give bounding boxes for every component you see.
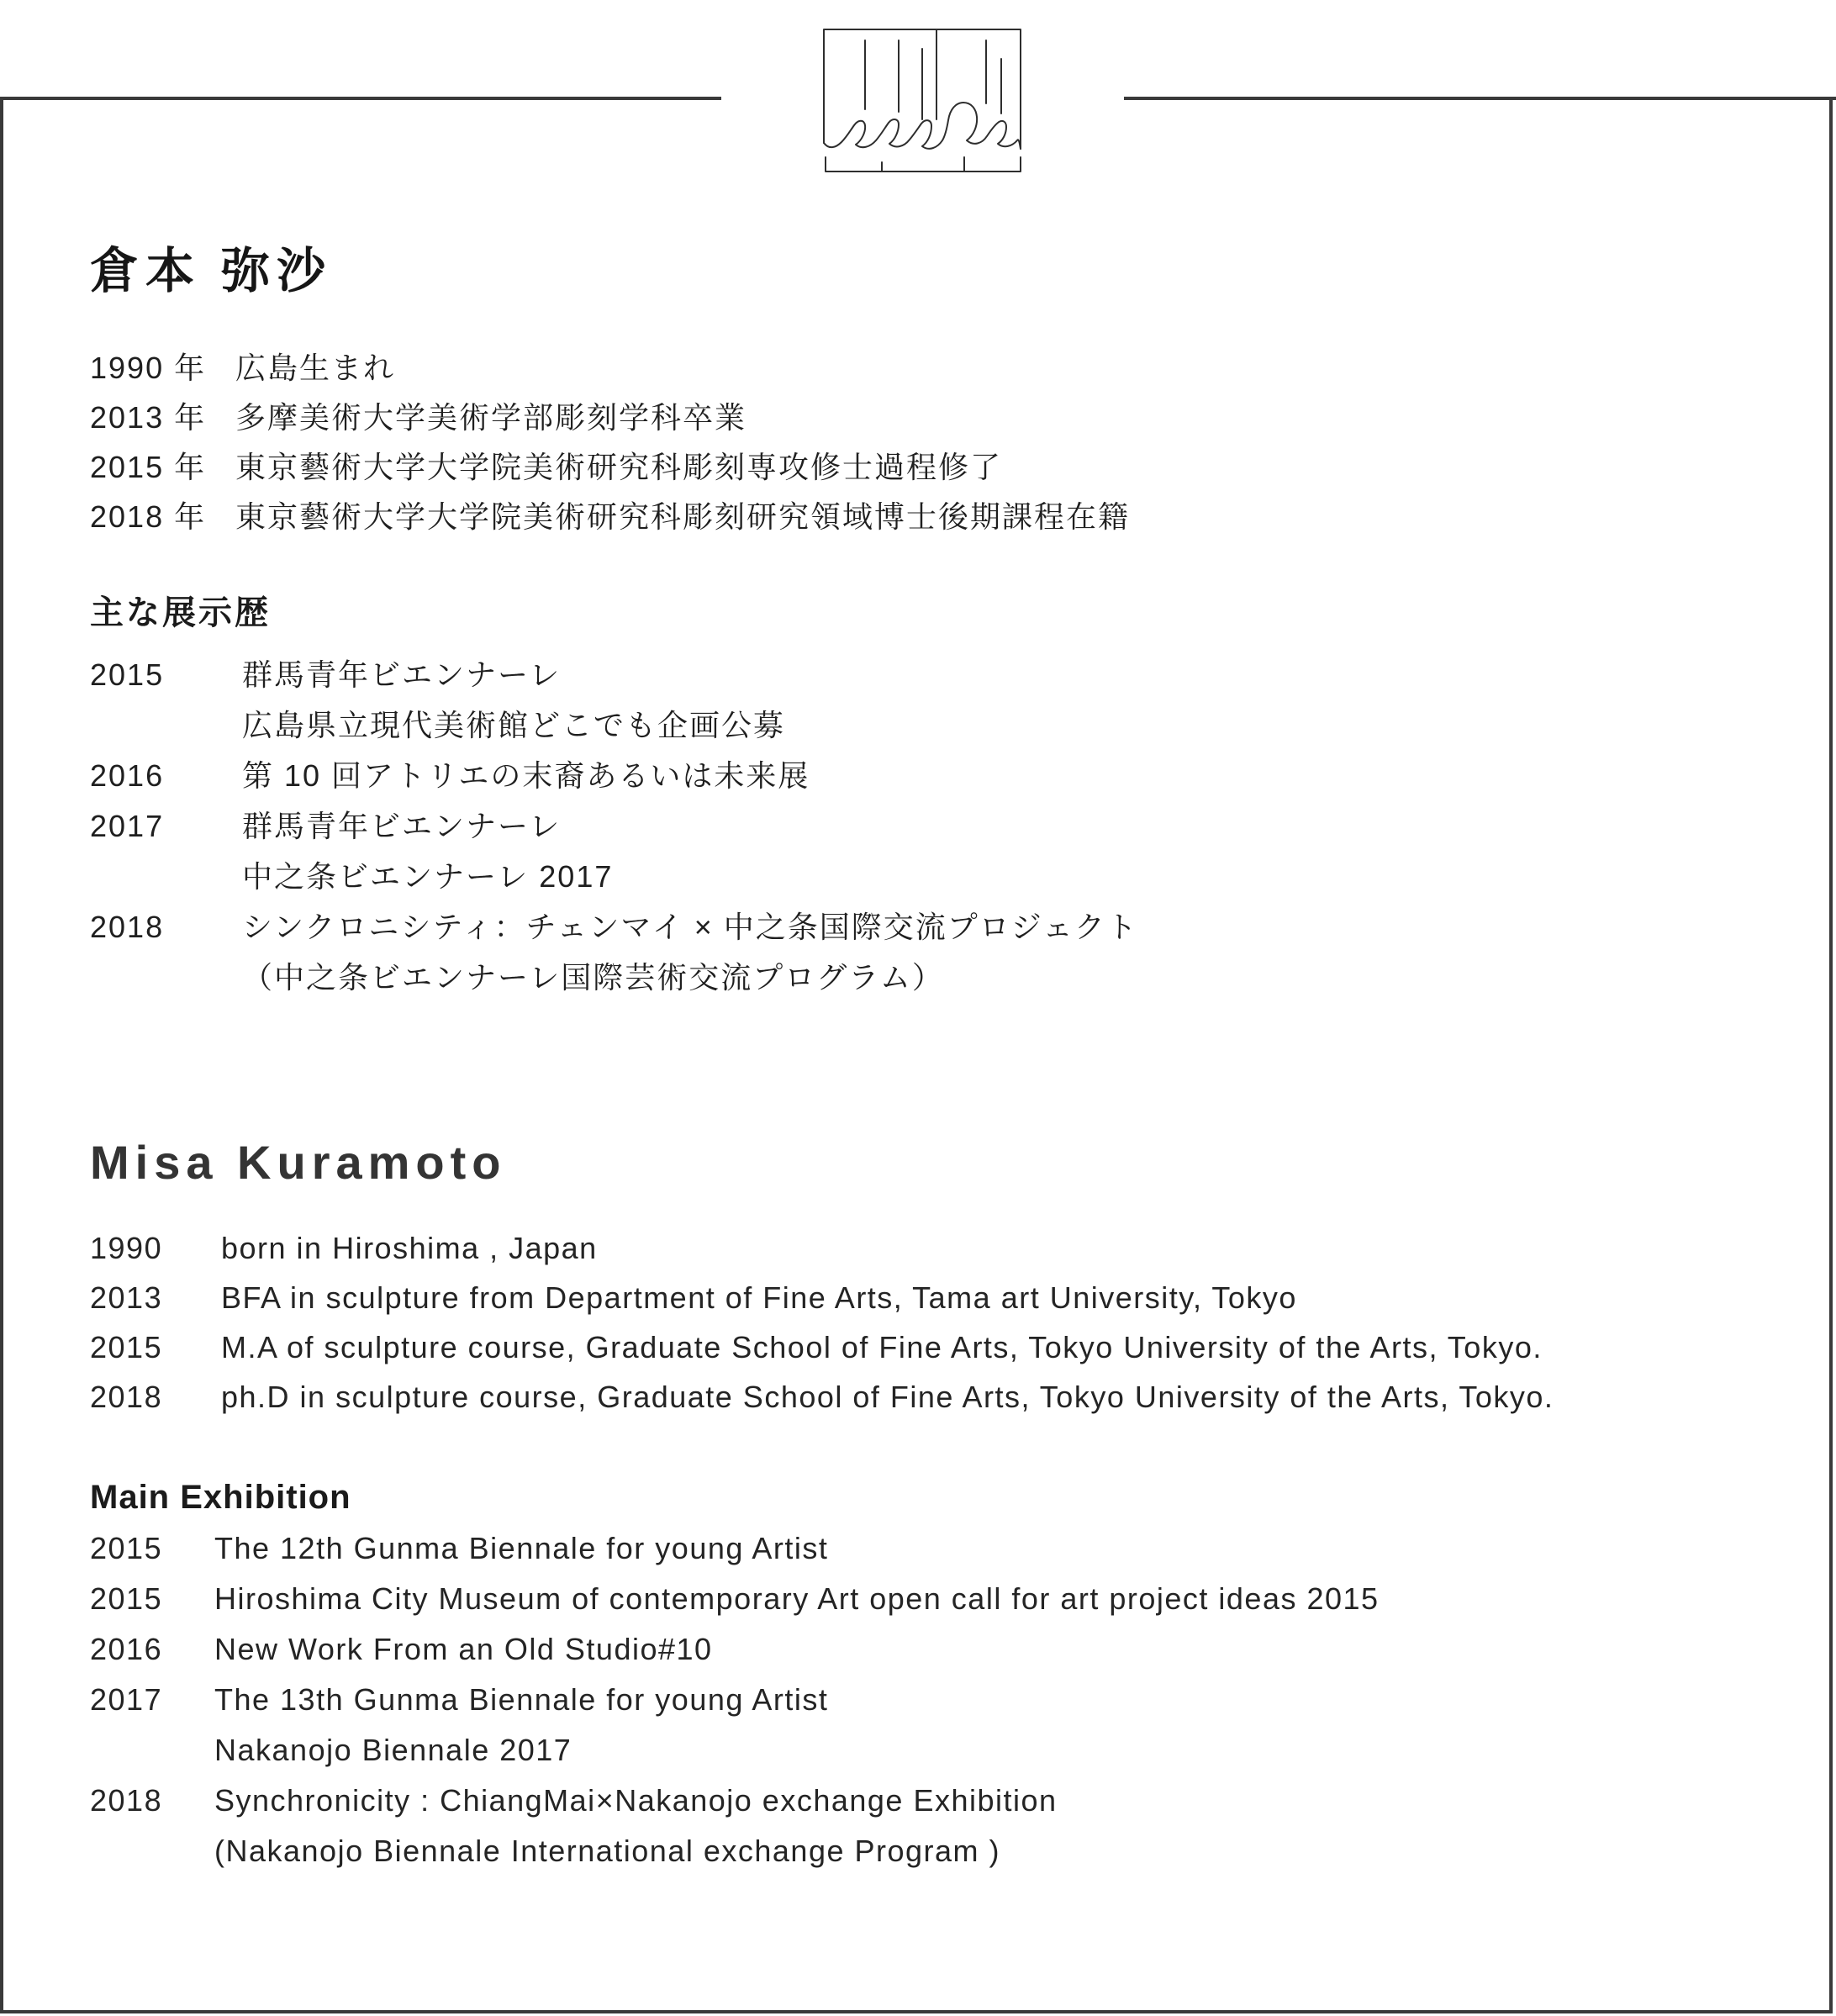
row-year <box>90 953 242 1003</box>
artist-name-japanese: 倉本 弥沙 <box>90 244 333 298</box>
row-text: The 12th Gunma Biennale for young Artist <box>214 1531 829 1565</box>
row-text: BFA in sculpture from Department of Fine Arts, Tama art University, Tokyo <box>221 1280 1297 1315</box>
cv-row <box>90 1523 1380 1574</box>
row-text: シンクロニシティ：チェンマイ × 中之条国際交流プロジェクト <box>242 910 1139 944</box>
row-year: 2018 <box>90 910 165 944</box>
row-text: Hiroshima City Museum of contemporary Art open call for art project ideas 2015 <box>214 1581 1380 1616</box>
english-exhibitions-heading: Main Exhibition <box>90 1479 351 1516</box>
row-text: 中之条ビエンナーレ 2017 <box>242 859 614 894</box>
row-year: 2015 <box>90 657 165 692</box>
row-year: 2015 年 <box>90 450 207 484</box>
cv-row <box>90 1273 1554 1322</box>
cv-row <box>90 1675 1380 1725</box>
cv-row <box>90 700 1138 751</box>
row-year: 1990 年 <box>90 351 207 385</box>
row-text: The 13th Gunma Biennale for young Artist <box>214 1682 829 1717</box>
row-text: 広島県立現代美術館どこでも企画公募 <box>242 708 786 742</box>
row-year: 2018 年 <box>90 499 207 534</box>
row-text: ph.D in sculpture course, Graduate School of Fine Arts, Tokyo University of the Arts, Tokyo. <box>221 1380 1554 1414</box>
cv-row <box>90 751 1138 801</box>
cv-row <box>90 1624 1380 1675</box>
row-year: 2016 <box>90 758 165 793</box>
row-text: （中之条ビエンナーレ国際芸術交流プログラム） <box>242 960 944 995</box>
row-year: 2017 <box>90 1682 163 1717</box>
row-text: (Nakanojo Biennale International exchange Program ) <box>214 1834 1001 1868</box>
cv-row <box>90 953 1138 1003</box>
cv-row <box>90 393 1130 442</box>
row-year <box>90 1725 214 1776</box>
cv-row <box>90 442 1130 492</box>
row-text: Nakanojo Biennale 2017 <box>214 1733 572 1767</box>
row-text: 広島生まれ <box>235 351 396 385</box>
cv-row <box>90 902 1138 953</box>
row-year: 2017 <box>90 809 165 843</box>
row-year: 2013 <box>90 1280 163 1315</box>
curtain-logo <box>821 25 1023 177</box>
row-year: 2015 <box>90 1330 163 1364</box>
row-text: 多摩美術大学美術学部彫刻学科卒業 <box>235 400 747 435</box>
cv-row <box>90 343 1130 393</box>
cv-row <box>90 492 1130 541</box>
row-text: New Work From an Old Studio#10 <box>214 1632 713 1666</box>
cv-row <box>90 1725 1380 1776</box>
japanese-exhibitions-section <box>90 650 1138 1003</box>
row-year: 2018 <box>90 1783 163 1818</box>
cv-row <box>90 1372 1554 1422</box>
row-text: 群馬青年ビエンナーレ <box>242 657 562 692</box>
row-year: 2016 <box>90 1632 163 1666</box>
row-year: 2015 <box>90 1531 163 1565</box>
cv-row <box>90 1826 1380 1876</box>
row-year <box>90 1826 214 1876</box>
row-text: born in Hiroshima , Japan <box>221 1231 598 1265</box>
row-year <box>90 852 242 902</box>
cv-row <box>90 801 1138 852</box>
cv-row <box>90 1776 1380 1826</box>
row-text: 群馬青年ビエンナーレ <box>242 809 562 843</box>
row-year: 2013 年 <box>90 400 207 435</box>
row-year <box>90 700 242 751</box>
row-year: 1990 <box>90 1231 163 1265</box>
row-year: 2015 <box>90 1581 163 1616</box>
japanese-bio-section <box>90 343 1130 541</box>
row-text: 東京藝術大学大学院美術研究科彫刻研究領域博士後期課程在籍 <box>235 499 1131 534</box>
cv-row <box>90 650 1138 700</box>
row-text: M.A of sculpture course, Graduate School of Fine Arts, Tokyo University of the Arts, Tokyo. <box>221 1330 1543 1364</box>
row-text: 東京藝術大学大学院美術研究科彫刻専攻修士過程修了 <box>235 450 1003 484</box>
cv-row <box>90 852 1138 902</box>
cv-row <box>90 1223 1554 1273</box>
artist-name-english: Misa Kuramoto <box>90 1136 507 1189</box>
english-exhibitions-section <box>90 1523 1380 1876</box>
english-bio-section <box>90 1223 1554 1422</box>
japanese-exhibitions-heading: 主な展示歴 <box>90 594 271 631</box>
cv-row <box>90 1574 1380 1624</box>
cv-row <box>90 1322 1554 1372</box>
row-year: 2018 <box>90 1380 163 1414</box>
row-text: 第 10 回アトリエの末裔あるいは未来展 <box>242 758 810 793</box>
row-text: Synchronicity : ChiangMai×Nakanojo exchange Exhibition <box>214 1783 1058 1818</box>
